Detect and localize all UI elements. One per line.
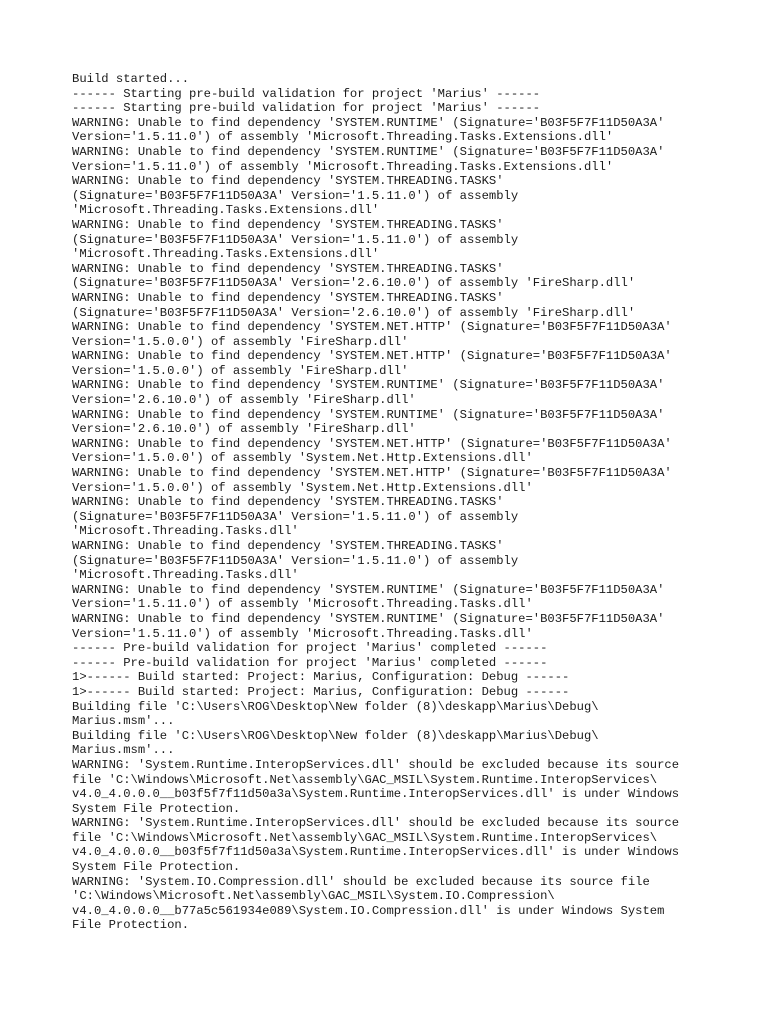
log-line: File Protection.	[72, 918, 190, 933]
log-line: Version='1.5.0.0') of assembly 'System.Net.Http.Extensions.dll'	[72, 451, 533, 466]
log-line: (Signature='B03F5F7F11D50A3A' Version='1.5.11.0') of assembly	[72, 232, 519, 247]
log-line: ------ Starting pre-build validation for project 'Marius' ------	[72, 86, 541, 101]
log-line: v4.0_4.0.0.0__b03f5f7f11d50a3a\System.Runtime.InteropServices.dll' is under Windows	[72, 845, 680, 860]
log-line: WARNING: Unable to find dependency 'SYSTEM.THREADING.TASKS'	[72, 217, 504, 232]
log-line: System File Protection.	[72, 801, 241, 816]
log-line: ------ Starting pre-build validation for project 'Marius' ------	[72, 101, 541, 116]
log-line: WARNING: Unable to find dependency 'SYSTEM.NET.HTTP' (Signature='B03F5F7F11D50A3A'	[72, 466, 672, 481]
log-line: file 'C:\Windows\Microsoft.Net\assembly\GAC_MSIL\System.Runtime.InteropServices\	[72, 772, 658, 787]
log-line: (Signature='B03F5F7F11D50A3A' Version='2.6.10.0') of assembly 'FireSharp.dll'	[72, 305, 636, 320]
log-line: ------ Pre-build validation for project 'Marius' completed ------	[72, 655, 548, 670]
log-line: WARNING: Unable to find dependency 'SYSTEM.RUNTIME' (Signature='B03F5F7F11D50A3A'	[72, 378, 665, 393]
log-line: WARNING: Unable to find dependency 'SYSTEM.NET.HTTP' (Signature='B03F5F7F11D50A3A'	[72, 436, 672, 451]
log-line: Version='1.5.0.0') of assembly 'FireSharp.dll'	[72, 334, 409, 349]
log-line: WARNING: Unable to find dependency 'SYSTEM.THREADING.TASKS'	[72, 539, 504, 553]
log-line: Version='2.6.10.0') of assembly 'FireSharp.dll'	[72, 422, 416, 437]
log-line: v4.0_4.0.0.0__b03f5f7f11d50a3a\System.Runtime.InteropServices.dll' is under Windows	[72, 787, 680, 802]
log-line: WARNING: 'System.Runtime.InteropServices.dll' should be excluded because its source	[72, 757, 680, 772]
log-line: WARNING: Unable to find dependency 'SYSTEM.THREADING.TASKS'	[72, 261, 504, 276]
log-line: WARNING: Unable to find dependency 'SYSTEM.RUNTIME' (Signature='B03F5F7F11D50A3A'	[72, 144, 665, 159]
log-line: WARNING: 'System.IO.Compression.dll' should be excluded because its source file	[72, 874, 650, 889]
log-line: file 'C:\Windows\Microsoft.Net\assembly\GAC_MSIL\System.Runtime.InteropServices\	[72, 830, 658, 845]
log-line: (Signature='B03F5F7F11D50A3A' Version='2.6.10.0') of assembly 'FireSharp.dll'	[72, 276, 636, 291]
log-line: Version='1.5.11.0') of assembly 'Microsoft.Threading.Tasks.dll'	[72, 597, 533, 612]
log-line: 'Microsoft.Threading.Tasks.Extensions.dll'	[72, 203, 380, 218]
log-line: System File Protection.	[72, 860, 241, 875]
build-output-log	[72, 72, 732, 933]
log-line: WARNING: Unable to find dependency 'SYSTEM.RUNTIME' (Signature='B03F5F7F11D50A3A'	[72, 407, 665, 422]
log-line: Version='1.5.0.0') of assembly 'FireSharp.dll'	[72, 363, 409, 378]
log-line: WARNING: Unable to find dependency 'SYSTEM.THREADING.TASKS'	[72, 174, 504, 189]
log-line: WARNING: Unable to find dependency 'SYSTEM.THREADING.TASKS'	[72, 290, 504, 305]
log-line: Version='1.5.11.0') of assembly 'Microsoft.Threading.Tasks.dll'	[72, 626, 533, 641]
log-line: WARNING: Unable to find dependency 'SYSTEM.RUNTIME' (Signature='B03F5F7F11D50A3A'	[72, 582, 665, 597]
log-line: 'Microsoft.Threading.Tasks.dll'	[72, 524, 299, 539]
log-line: WARNING: Unable to find dependency 'SYSTEM.NET.HTTP' (Signature='B03F5F7F11D50A3A'	[72, 349, 672, 364]
log-line: Version='2.6.10.0') of assembly 'FireSharp.dll'	[72, 393, 416, 408]
log-line: Marius.msm'...	[72, 714, 175, 729]
log-line: WARNING: Unable to find dependency 'SYSTEM.THREADING.TASKS'	[72, 495, 504, 510]
log-line: Building file 'C:\Users\ROG\Desktop\New folder (8)\deskapp\Marius\Debug\	[72, 699, 599, 714]
log-line: 'Microsoft.Threading.Tasks.dll'	[72, 568, 299, 583]
log-line: WARNING: 'System.Runtime.InteropServices.dll' should be excluded because its source	[72, 816, 680, 831]
log-line: (Signature='B03F5F7F11D50A3A' Version='1.5.11.0') of assembly	[72, 509, 519, 524]
log-line: Build started...	[72, 72, 190, 86]
log-line: 1>------ Build started: Project: Marius, Configuration: Debug ------	[72, 684, 570, 699]
log-line: WARNING: Unable to find dependency 'SYSTEM.RUNTIME' (Signature='B03F5F7F11D50A3A'	[72, 115, 665, 130]
log-line: Version='1.5.11.0') of assembly 'Microsoft.Threading.Tasks.Extensions.dll'	[72, 159, 614, 174]
log-line: Building file 'C:\Users\ROG\Desktop\New folder (8)\deskapp\Marius\Debug\	[72, 728, 599, 743]
log-line: WARNING: Unable to find dependency 'SYSTEM.NET.HTTP' (Signature='B03F5F7F11D50A3A'	[72, 320, 672, 335]
log-line: 'Microsoft.Threading.Tasks.Extensions.dll'	[72, 247, 380, 262]
log-line: ------ Pre-build validation for project 'Marius' completed ------	[72, 641, 548, 656]
log-line: (Signature='B03F5F7F11D50A3A' Version='1.5.11.0') of assembly	[72, 553, 519, 568]
log-line: (Signature='B03F5F7F11D50A3A' Version='1.5.11.0') of assembly	[72, 188, 519, 203]
log-line: v4.0_4.0.0.0__b77a5c561934e089\System.IO.Compression.dll' is under Windows System	[72, 903, 665, 918]
log-line: WARNING: Unable to find dependency 'SYSTEM.RUNTIME' (Signature='B03F5F7F11D50A3A'	[72, 611, 665, 626]
log-line: Version='1.5.11.0') of assembly 'Microsoft.Threading.Tasks.Extensions.dll'	[72, 130, 614, 145]
log-line: 'C:\Windows\Microsoft.Net\assembly\GAC_MSIL\System.IO.Compression\	[72, 889, 555, 904]
log-line: 1>------ Build started: Project: Marius, Configuration: Debug ------	[72, 670, 570, 685]
log-line: Version='1.5.0.0') of assembly 'System.Net.Http.Extensions.dll'	[72, 480, 533, 495]
log-line: Marius.msm'...	[72, 743, 175, 758]
